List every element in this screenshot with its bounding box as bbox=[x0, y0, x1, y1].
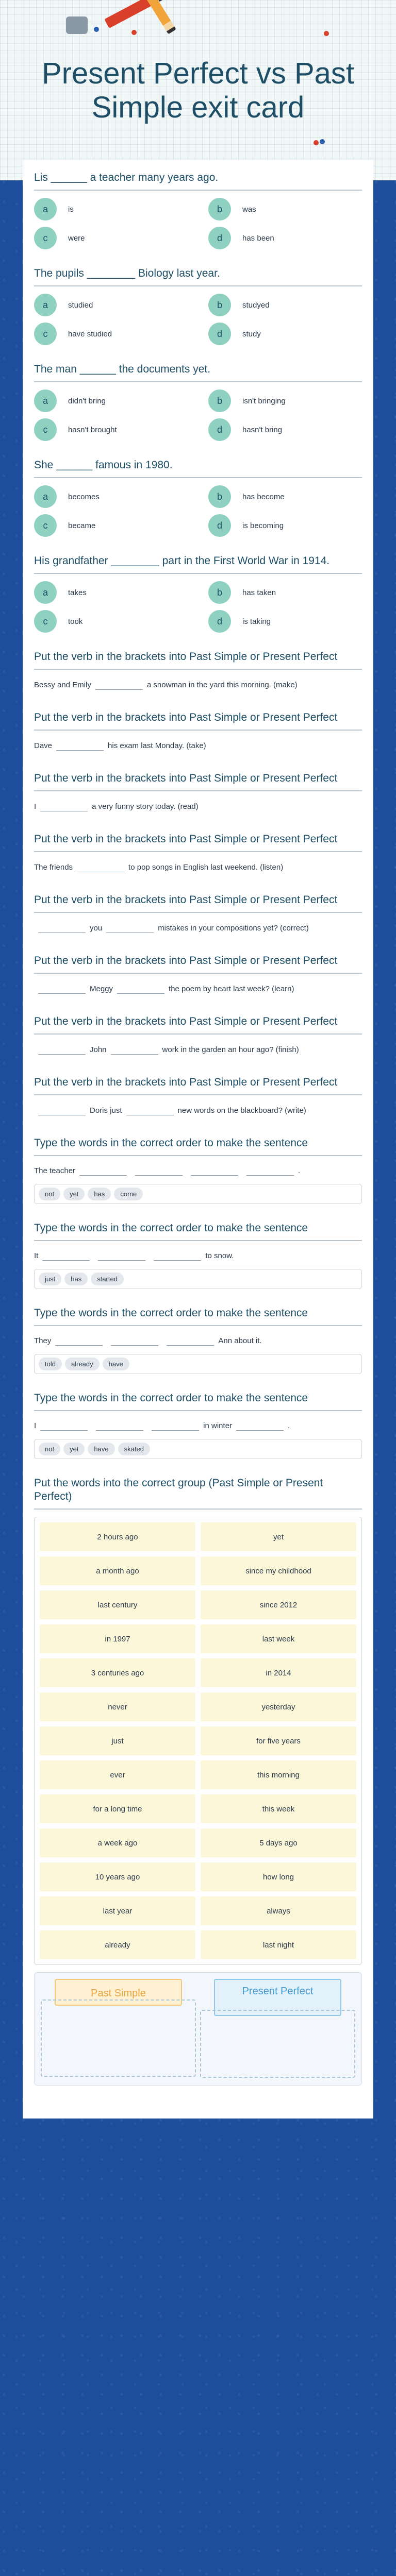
option-letter-badge[interactable]: b bbox=[208, 198, 231, 221]
sentence-end: Ann about it. bbox=[218, 1336, 262, 1345]
order-question bbox=[34, 1392, 362, 1459]
option-text: has taken bbox=[242, 588, 276, 597]
answer-option[interactable] bbox=[208, 514, 362, 537]
word-chip[interactable]: started bbox=[91, 1273, 124, 1285]
word-chip[interactable]: have bbox=[88, 1443, 114, 1455]
option-text: were bbox=[68, 233, 85, 243]
sentence bbox=[34, 677, 362, 693]
answer-option[interactable] bbox=[34, 485, 188, 508]
fill-question bbox=[34, 772, 362, 815]
answer-blank[interactable] bbox=[38, 924, 86, 933]
word-tile[interactable]: how long bbox=[201, 1862, 356, 1891]
fill-question bbox=[34, 954, 362, 997]
word-tile[interactable]: just bbox=[40, 1726, 195, 1755]
word-tile[interactable]: since 2012 bbox=[201, 1590, 356, 1619]
word-chip[interactable]: have bbox=[103, 1358, 129, 1370]
option-text: is taking bbox=[242, 617, 271, 626]
sentence-end: the poem by heart last week? (learn) bbox=[169, 985, 294, 993]
answer-option[interactable] bbox=[208, 610, 362, 633]
question-title: Put the verb in the brackets into Past Simple or Present Perfect bbox=[34, 711, 362, 731]
word-tile[interactable]: a week ago bbox=[40, 1828, 195, 1857]
option-text: hasn't bring bbox=[242, 425, 283, 434]
answer-option[interactable] bbox=[34, 198, 188, 221]
sentence bbox=[34, 1333, 362, 1349]
word-tile[interactable]: since my childhood bbox=[201, 1556, 356, 1585]
option-letter-badge[interactable]: a bbox=[34, 485, 57, 508]
question-title: Put the verb in the brackets into Past Simple or Present Perfect bbox=[34, 1076, 362, 1095]
sentence-start: It bbox=[34, 1251, 39, 1260]
answer-option[interactable] bbox=[34, 418, 188, 441]
option-text: isn't bringing bbox=[242, 396, 286, 405]
option-letter-badge[interactable]: d bbox=[208, 610, 231, 633]
question-title: Put the verb in the brackets into Past Simple or Present Perfect bbox=[34, 772, 362, 791]
answer-options bbox=[34, 294, 362, 345]
sentence-end: a snowman in the yard this morning. (make) bbox=[146, 681, 298, 689]
question-title: His grandfather ________ part in the First World War in 1914. bbox=[34, 554, 362, 574]
word-tile[interactable]: this morning bbox=[201, 1760, 356, 1789]
word-chip[interactable]: has bbox=[64, 1273, 88, 1285]
sentence-start: I bbox=[34, 1421, 37, 1430]
question-title: Put the verb in the brackets into Past Simple or Present Perfect bbox=[34, 954, 362, 974]
sentence-end: new words on the blackboard? (write) bbox=[177, 1106, 306, 1115]
answer-option[interactable] bbox=[34, 610, 188, 633]
word-tile[interactable]: 2 hours ago bbox=[40, 1522, 195, 1551]
option-text: took bbox=[68, 617, 83, 626]
answer-blank[interactable] bbox=[95, 681, 143, 690]
sentence-end: to snow. bbox=[205, 1251, 234, 1260]
option-letter-badge[interactable]: b bbox=[208, 485, 231, 508]
option-text: became bbox=[68, 521, 96, 530]
question-title: Lis ______ a teacher many years ago. bbox=[34, 171, 362, 191]
word-chip[interactable]: not bbox=[39, 1188, 60, 1200]
sentence bbox=[34, 1103, 362, 1119]
option-text: has been bbox=[242, 233, 274, 243]
question-title: Put the words into the correct group (Past Simple or Present Perfect) bbox=[34, 1477, 362, 1510]
word-tile[interactable]: yet bbox=[201, 1522, 356, 1551]
dot-icon bbox=[131, 30, 137, 35]
sentence bbox=[34, 920, 362, 937]
sharpener-icon bbox=[66, 16, 88, 34]
option-text: study bbox=[242, 329, 261, 338]
mc-question bbox=[34, 554, 362, 633]
sentence-start: I bbox=[34, 802, 37, 811]
question-title: Put the verb in the brackets into Past Simple or Present Perfect bbox=[34, 893, 362, 913]
option-text: didn't bring bbox=[68, 396, 106, 405]
option-letter-badge[interactable]: b bbox=[208, 389, 231, 412]
word-blank[interactable] bbox=[135, 1166, 183, 1176]
word-chip[interactable]: yet bbox=[63, 1188, 85, 1200]
sentence-end: to pop songs in English last weekend. (listen) bbox=[128, 863, 284, 872]
sentence-start: you bbox=[90, 924, 103, 933]
word-blank[interactable] bbox=[40, 1421, 88, 1431]
word-chip[interactable]: just bbox=[39, 1273, 61, 1285]
fill-question bbox=[34, 833, 362, 876]
word-blank[interactable] bbox=[154, 1251, 201, 1261]
option-letter-badge[interactable]: a bbox=[34, 198, 57, 221]
word-tile[interactable]: 3 centuries ago bbox=[40, 1658, 195, 1687]
word-blank[interactable] bbox=[55, 1336, 103, 1346]
word-blank[interactable] bbox=[236, 1421, 284, 1431]
word-chip[interactable]: yet bbox=[63, 1443, 85, 1455]
sentence bbox=[34, 738, 362, 754]
answer-option[interactable] bbox=[34, 581, 188, 604]
header-banner bbox=[0, 0, 396, 180]
dot-icon bbox=[320, 139, 325, 144]
sentence-start: Dave bbox=[34, 741, 53, 750]
mc-question bbox=[34, 171, 362, 249]
past-simple-label: Past Simple bbox=[55, 1979, 182, 2006]
answer-option[interactable] bbox=[208, 227, 362, 249]
option-letter-badge[interactable]: a bbox=[34, 294, 57, 316]
word-blank[interactable] bbox=[96, 1421, 143, 1431]
dot-icon bbox=[324, 31, 329, 36]
word-blank[interactable] bbox=[152, 1421, 199, 1431]
word-tile[interactable]: always bbox=[201, 1896, 356, 1925]
answer-blank[interactable] bbox=[77, 863, 124, 872]
option-letter-badge[interactable]: a bbox=[34, 581, 57, 604]
answer-option[interactable] bbox=[208, 389, 362, 412]
answer-option[interactable] bbox=[34, 389, 188, 412]
option-text: was bbox=[242, 205, 256, 214]
word-chip[interactable]: told bbox=[39, 1358, 62, 1370]
sentence-start: Bessy and Emily bbox=[34, 681, 91, 689]
sentence-end: . bbox=[298, 1166, 301, 1175]
question-title: Type the words in the correct order to make the sentence bbox=[34, 1137, 362, 1156]
answer-blank[interactable] bbox=[111, 1045, 158, 1055]
sentence bbox=[34, 1042, 362, 1058]
word-bank bbox=[34, 1184, 362, 1204]
word-tile[interactable]: last year bbox=[40, 1896, 195, 1925]
option-letter-badge[interactable]: c bbox=[34, 227, 57, 249]
sentence-start: The teacher bbox=[34, 1166, 76, 1175]
question-title: Put the verb in the brackets into Past Simple or Present Perfect bbox=[34, 833, 362, 852]
fill-question bbox=[34, 711, 362, 754]
fill-question bbox=[34, 893, 362, 937]
option-letter-badge[interactable]: b bbox=[208, 294, 231, 316]
sentence bbox=[34, 1248, 362, 1264]
word-tile[interactable]: never bbox=[40, 1692, 195, 1721]
question-title: Type the words in the correct order to make the sentence bbox=[34, 1222, 362, 1241]
order-question bbox=[34, 1222, 362, 1289]
option-text: hasn't brought bbox=[68, 425, 117, 434]
answer-option[interactable] bbox=[208, 418, 362, 441]
sentence bbox=[34, 1418, 362, 1434]
sentence-end: his exam last Monday. (take) bbox=[108, 741, 206, 750]
option-letter-badge[interactable]: c bbox=[34, 610, 57, 633]
option-letter-badge[interactable]: c bbox=[34, 514, 57, 537]
word-tile[interactable]: 5 days ago bbox=[201, 1828, 356, 1857]
word-blank[interactable] bbox=[79, 1166, 127, 1176]
mc-question bbox=[34, 459, 362, 537]
group-drop-area bbox=[34, 1972, 362, 2086]
word-tile[interactable]: ever bbox=[40, 1760, 195, 1789]
option-text: studied bbox=[68, 300, 93, 310]
word-chip[interactable]: skated bbox=[118, 1443, 150, 1455]
word-blank[interactable] bbox=[42, 1251, 90, 1261]
sentence bbox=[34, 981, 362, 997]
sentence-end: . bbox=[288, 1421, 290, 1430]
option-text: is becoming bbox=[242, 521, 284, 530]
answer-blank[interactable] bbox=[38, 1106, 86, 1115]
option-text: takes bbox=[68, 588, 87, 597]
word-bank bbox=[34, 1354, 362, 1374]
sentence-start: The friends bbox=[34, 863, 73, 872]
word-tile[interactable]: last night bbox=[201, 1930, 356, 1959]
word-tile[interactable]: yesterday bbox=[201, 1692, 356, 1721]
sentence-start: Doris just bbox=[90, 1106, 122, 1115]
past-simple-group[interactable] bbox=[41, 1979, 196, 2078]
question-title: The man ______ the documents yet. bbox=[34, 363, 362, 382]
option-letter-badge[interactable]: d bbox=[208, 514, 231, 537]
answer-options bbox=[34, 198, 362, 249]
fill-question bbox=[34, 650, 362, 693]
sentence bbox=[34, 1163, 362, 1179]
answer-option[interactable] bbox=[208, 198, 362, 221]
answer-options bbox=[34, 389, 362, 441]
option-letter-badge[interactable]: d bbox=[208, 323, 231, 345]
sentence-end: work in the garden an hour ago? (finish) bbox=[162, 1045, 299, 1054]
option-text: becomes bbox=[68, 492, 100, 501]
word-tile[interactable]: a month ago bbox=[40, 1556, 195, 1585]
option-letter-badge[interactable]: a bbox=[34, 389, 57, 412]
sentence-end: a very funny story today. (read) bbox=[92, 802, 199, 811]
word-bank bbox=[34, 1439, 362, 1459]
exit-card bbox=[23, 160, 373, 2119]
answer-option[interactable] bbox=[208, 323, 362, 345]
dot-icon bbox=[314, 140, 319, 145]
fill-question bbox=[34, 1076, 362, 1119]
word-tile[interactable]: for five years bbox=[201, 1726, 356, 1755]
question-title: Type the words in the correct order to make the sentence bbox=[34, 1392, 362, 1411]
option-letter-badge[interactable]: c bbox=[34, 418, 57, 441]
sentence-middle: in winter bbox=[203, 1421, 233, 1430]
sentence bbox=[34, 799, 362, 815]
word-tile[interactable]: in 2014 bbox=[201, 1658, 356, 1687]
sentence-start: They bbox=[34, 1336, 52, 1345]
question-title: Type the words in the correct order to make the sentence bbox=[34, 1307, 362, 1326]
word-tile[interactable]: already bbox=[40, 1930, 195, 1959]
option-letter-badge[interactable]: d bbox=[208, 227, 231, 249]
option-text: have studied bbox=[68, 329, 112, 338]
word-chip[interactable]: come bbox=[114, 1188, 143, 1200]
word-tile[interactable]: for a long time bbox=[40, 1794, 195, 1823]
dot-icon bbox=[94, 27, 99, 32]
present-perfect-label: Present Perfect bbox=[214, 1979, 341, 2016]
mc-question bbox=[34, 363, 362, 441]
answer-options bbox=[34, 581, 362, 633]
question-title: The pupils ________ Biology last year. bbox=[34, 267, 362, 286]
answer-blank[interactable] bbox=[38, 985, 86, 994]
word-tile[interactable]: this week bbox=[201, 1794, 356, 1823]
word-chip[interactable]: has bbox=[88, 1188, 111, 1200]
option-letter-badge[interactable]: c bbox=[34, 323, 57, 345]
sentence-start: Meggy bbox=[90, 985, 113, 993]
word-blank[interactable] bbox=[111, 1336, 158, 1346]
option-text: has become bbox=[242, 492, 285, 501]
past-simple-drop-zone[interactable] bbox=[41, 1999, 196, 2077]
question-title: Put the verb in the brackets into Past Simple or Present Perfect bbox=[34, 1015, 362, 1035]
word-tile[interactable]: last century bbox=[40, 1590, 195, 1619]
word-blank[interactable] bbox=[98, 1251, 145, 1261]
page-title: Present Perfect vs Past Simple exit card bbox=[41, 57, 355, 124]
word-chip[interactable]: not bbox=[39, 1443, 60, 1455]
word-bank bbox=[34, 1517, 362, 1965]
word-bank bbox=[34, 1269, 362, 1289]
answer-option[interactable] bbox=[34, 294, 188, 316]
option-text: studyed bbox=[242, 300, 270, 310]
sentence-end: mistakes in your compositions yet? (correct) bbox=[158, 924, 309, 933]
fill-question bbox=[34, 1015, 362, 1058]
answer-option[interactable] bbox=[34, 227, 188, 249]
option-letter-badge[interactable]: d bbox=[208, 418, 231, 441]
word-chip[interactable]: already bbox=[65, 1358, 100, 1370]
order-question bbox=[34, 1307, 362, 1374]
answer-options bbox=[34, 485, 362, 537]
word-tile[interactable]: last week bbox=[201, 1624, 356, 1653]
sentence-start: John bbox=[90, 1045, 107, 1054]
present-perfect-drop-zone[interactable] bbox=[200, 2010, 355, 2078]
group-section bbox=[34, 1477, 362, 2086]
mc-question bbox=[34, 267, 362, 345]
answer-option[interactable] bbox=[208, 581, 362, 604]
question-title: Put the verb in the brackets into Past Simple or Present Perfect bbox=[34, 650, 362, 670]
answer-blank[interactable] bbox=[117, 985, 164, 994]
order-question bbox=[34, 1137, 362, 1204]
answer-option[interactable] bbox=[208, 294, 362, 316]
answer-blank[interactable] bbox=[38, 1045, 86, 1055]
answer-option[interactable] bbox=[34, 514, 188, 537]
answer-blank[interactable] bbox=[56, 741, 104, 751]
word-blank[interactable] bbox=[167, 1336, 214, 1346]
sentence bbox=[34, 859, 362, 876]
question-title: She ______ famous in 1980. bbox=[34, 459, 362, 478]
answer-option[interactable] bbox=[208, 485, 362, 508]
answer-blank[interactable] bbox=[40, 802, 88, 811]
word-tile[interactable]: 10 years ago bbox=[40, 1862, 195, 1891]
option-text: is bbox=[68, 205, 74, 214]
option-letter-badge[interactable]: b bbox=[208, 581, 231, 604]
word-blank[interactable] bbox=[246, 1166, 294, 1176]
word-blank[interactable] bbox=[191, 1166, 238, 1176]
answer-option[interactable] bbox=[34, 323, 188, 345]
answer-blank[interactable] bbox=[106, 924, 154, 933]
word-tile[interactable]: in 1997 bbox=[40, 1624, 195, 1653]
answer-blank[interactable] bbox=[126, 1106, 174, 1115]
present-perfect-group[interactable] bbox=[200, 1979, 355, 2078]
